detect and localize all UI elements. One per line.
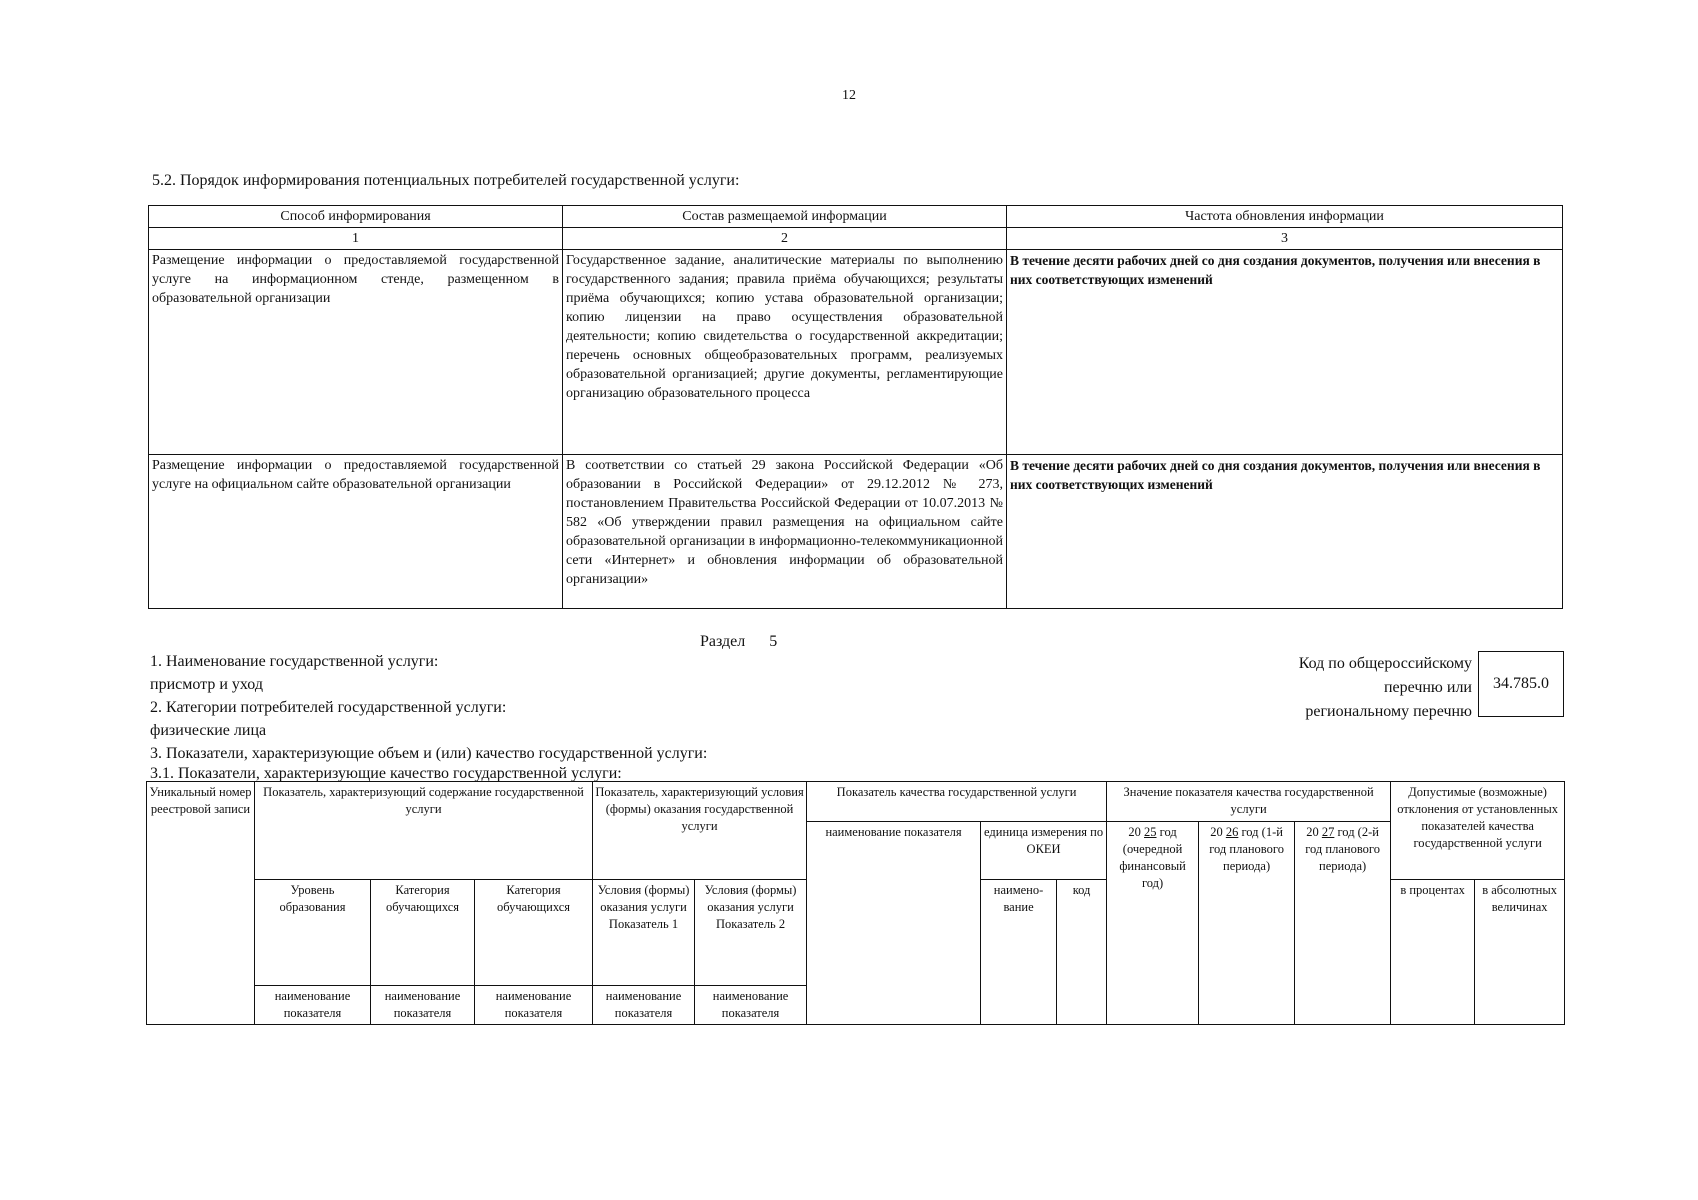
qt-level: Уровень образования (255, 880, 371, 986)
col-number-3: 3 (1007, 228, 1563, 250)
qt-deviations: Допустимые (возможные) отклонения от установленных показателей качества государственной услуги (1391, 782, 1565, 880)
razdel-number: 5 (769, 633, 778, 650)
code-label-line2: перечню или (1383, 679, 1472, 696)
qt-year2-prefix: 20 (1210, 825, 1223, 839)
row1-method: Размещение информации о предоставляемой государственной услуге на информационном стенде, размещенном в образовательной организации (149, 250, 563, 455)
col-number-2: 2 (563, 228, 1007, 250)
qt-year2-suffix: год (1-й год планового периода) (1209, 825, 1284, 873)
row2-frequency: В течение десяти рабочих дней со дня создания документов, получения или внесения в них соответствующих изменений (1007, 455, 1563, 609)
razdel-title (700, 633, 777, 651)
col-header-content: Состав размещаемой информации (563, 206, 1007, 228)
qt-year1-suffix: год (очередной финансовый год) (1119, 825, 1186, 890)
code-label (1230, 652, 1472, 724)
service-categories-label: 2. Категории потребителей государственной услуги: (150, 699, 507, 716)
qt-year3-prefix: 20 (1306, 825, 1319, 839)
qt-in-percent: в процентах (1391, 880, 1475, 1025)
service-name-value: присмотр и уход (150, 676, 263, 693)
indicators-label: 3. Показатели, характеризующие объем и (или) качество государственной услуги: (150, 745, 708, 762)
quality-indicators-label: 3.1. Показатели, характеризующие качество государственной услуги: (150, 765, 622, 782)
informing-table (148, 205, 1563, 609)
row1-content: Государственное задание, аналитические материалы по выполнению государственного задания; правила приёма обучающихся; результаты приёма обучающихся; копию устава образовательной организации; копию лицензии на право осуществления образовательной деятельности; копию свидетельства о государственной аккредитации; перечень основных общеобразовательных программ, реализуемых образовательной организацией; другие документы, регламентирующие организацию образовательного процесса (563, 250, 1007, 455)
qt-content-indicator: Показатель, характеризующий содержание государственной услуги (255, 782, 593, 880)
qt-year1-prefix: 20 (1128, 825, 1141, 839)
code-label-line3: региональному перечню (1305, 703, 1472, 720)
qt-sub-name-3: наименование показателя (475, 986, 593, 1025)
section-heading: 5.2. Порядок информирования потенциальных потребителей государственной услуги: (152, 172, 740, 189)
qt-year3-value: 27 (1321, 825, 1335, 839)
qt-year3 (1295, 822, 1391, 1025)
row2-method: Размещение информации о предоставляемой государственной услуге на официальном сайте образовательной организации (149, 455, 563, 609)
row1-frequency: В течение десяти рабочих дней со дня создания документов, получения или внесения в них соответствующих изменений (1007, 250, 1563, 455)
qt-year1 (1107, 822, 1199, 1025)
row2-content: В соответствии со статьей 29 закона Российской Федерации «Об образовании в Российской Федерации» от 29.12.2012 № 273, постановлением Правительства Российской Федерации от 10.07.2013 № 582 «Об утверждении правил размещения на официальном сайте образовательной организации в информационно-телекоммуникационной сети «Интернет» и обновления информации об образовательной организации» (563, 455, 1007, 609)
code-value-box (1478, 651, 1564, 717)
col-header-frequency: Частота обновления информации (1007, 206, 1563, 228)
service-categories-value: физические лица (150, 722, 267, 739)
qt-unit-name: наимено-вание (981, 880, 1057, 1025)
col-header-method: Способ информирования (149, 206, 563, 228)
qt-sub-name-4: наименование показателя (593, 986, 695, 1025)
service-name-label: 1. Наименование государственной услуги: (150, 653, 439, 670)
qt-sub-name-1: наименование показателя (255, 986, 371, 1025)
qt-conditions-indicator: Показатель, характеризующий условия (формы) оказания государственной услуги (593, 782, 807, 880)
code-value: 34.785.0 (1493, 675, 1549, 692)
qt-unique-number: Уникальный номер реестровой записи (147, 782, 255, 1025)
qt-in-absolute: в абсолютных величинах (1475, 880, 1565, 1025)
qt-year1-value: 25 (1144, 825, 1157, 839)
code-label-line1: Код по общероссийскому (1298, 655, 1472, 672)
qt-year2-value: 26 (1225, 825, 1239, 839)
col-number-1: 1 (149, 228, 563, 250)
qt-unit-okei: единица измерения по ОКЕИ (981, 822, 1107, 880)
quality-table (146, 781, 1565, 1025)
qt-year3-suffix: год (2-й год планового периода) (1305, 825, 1380, 873)
qt-sub-name-5: наименование показателя (695, 986, 807, 1025)
page-number: 12 (842, 88, 856, 103)
qt-condition2: Условия (формы) оказания услуги Показатель 2 (695, 880, 807, 986)
qt-indicator-name: наименование показателя (807, 822, 981, 1025)
qt-year2 (1199, 822, 1295, 1025)
qt-quality-indicator: Показатель качества государственной услуги (807, 782, 1107, 822)
qt-category2: Категория обучающихся (475, 880, 593, 986)
qt-sub-name-2: наименование показателя (371, 986, 475, 1025)
qt-category1: Категория обучающихся (371, 880, 475, 986)
qt-value-indicator: Значение показателя качества государственной услуги (1107, 782, 1391, 822)
razdel-label: Раздел (700, 633, 746, 650)
qt-unit-code: код (1057, 880, 1107, 1025)
qt-condition1: Условия (формы) оказания услуги Показатель 1 (593, 880, 695, 986)
